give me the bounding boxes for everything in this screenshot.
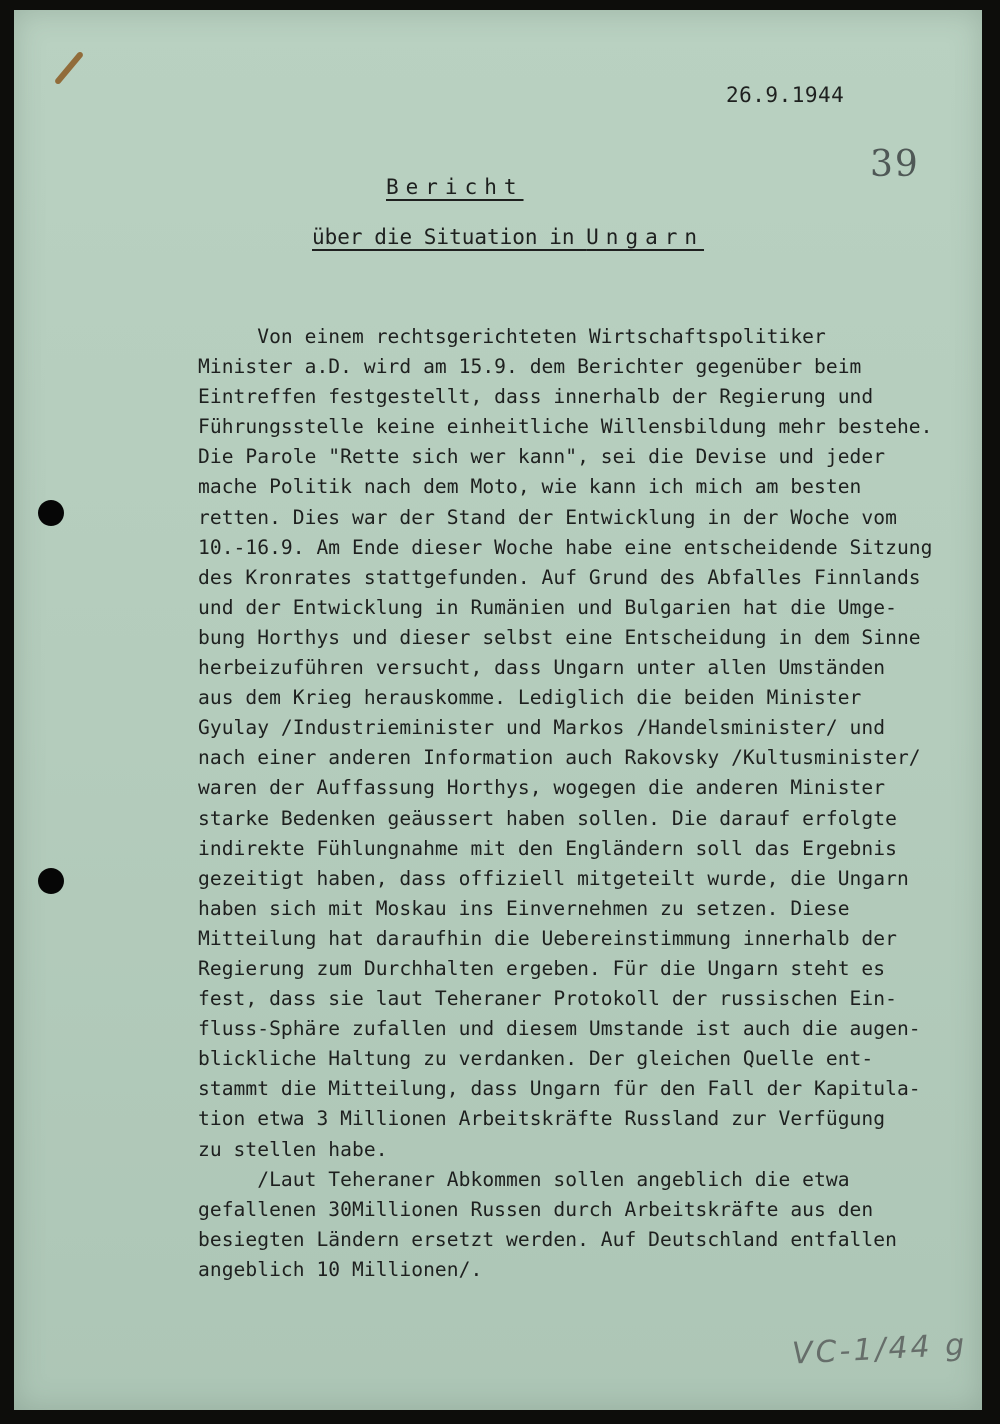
body-line: zu stellen habe. xyxy=(198,1137,388,1161)
body-line: Die Parole "Rette sich wer kann", sei die Devise und jeder xyxy=(198,445,886,469)
body-line: Minister a.D. wird am 15.9. dem Berichter gegenüber beim xyxy=(198,355,862,379)
body-line: bung Horthys und dieser selbst eine Entscheidung in dem Sinne xyxy=(198,625,921,649)
punch-hole-bottom xyxy=(38,868,64,894)
body-line: Regierung zum Durchhalten ergeben. Für die Ungarn steht es xyxy=(198,956,886,980)
body-line: fluss-Sphäre zufallen und diesem Umstande ist auch die augen- xyxy=(198,1017,921,1041)
body-line: des Kronrates stattgefunden. Auf Grund des Abfalles Finnlands xyxy=(198,565,921,589)
body-line: nach einer anderen Information auch Rakovsky /Kultusminister/ xyxy=(198,746,921,770)
body-line: stammt die Mitteilung, dass Ungarn für den Fall der Kapitula- xyxy=(198,1077,921,1101)
document-page xyxy=(14,10,982,1410)
subtitle-country: Ungarn xyxy=(586,225,705,249)
body-line: fest, dass sie laut Teheraner Protokoll der russischen Ein- xyxy=(198,987,897,1011)
body-line: retten. Dies war der Stand der Entwicklung in der Woche vom xyxy=(198,505,897,529)
body-line: herbeizuführen versucht, dass Ungarn unter allen Umständen xyxy=(198,656,886,680)
document-date: 26.9.1944 xyxy=(726,83,845,107)
body-line: blickliche Haltung zu verdanken. Der gleichen Quelle ent- xyxy=(198,1047,874,1071)
body-line: Eintreffen festgestellt, dass innerhalb der Regierung und xyxy=(198,385,874,409)
document-title: Bericht xyxy=(386,175,524,199)
body-line: angeblich 10 Millionen/. xyxy=(198,1257,483,1281)
body-line: gezeitigt haben, dass offiziell mitgeteilt wurde, die Ungarn xyxy=(198,866,909,890)
body-line: Mitteilung hat daraufhin die Uebereinstimmung innerhalb der xyxy=(198,926,897,950)
body-line: tion etwa 3 Millionen Arbeitskräfte Russland zur Verfügung xyxy=(198,1107,886,1131)
body-line: indirekte Fühlungnahme mit den Engländern soll das Ergebnis xyxy=(198,836,897,860)
report-body xyxy=(198,322,978,1285)
body-line: waren der Auffassung Horthys, wogegen die anderen Minister xyxy=(198,776,886,800)
body-line: mache Politik nach dem Moto, wie kann ich mich am besten xyxy=(198,475,862,499)
document-subtitle xyxy=(312,225,704,249)
body-line: haben sich mit Moskau ins Einvernehmen zu setzen. Diese xyxy=(198,896,850,920)
body-line: Von einem rechtsgerichteten Wirtschaftspolitiker xyxy=(198,325,826,348)
page-number-stamp: 39 xyxy=(870,144,920,185)
body-line: und der Entwicklung in Rumänien und Bulgarien hat die Umge- xyxy=(198,595,897,619)
pencil-mark-icon xyxy=(54,51,84,85)
subtitle-prefix: über die Situation in xyxy=(312,225,587,249)
punch-hole-top xyxy=(38,500,64,526)
body-line: aus dem Krieg herauskomme. Lediglich die beiden Minister xyxy=(198,686,862,710)
body-line: gefallenen 30Millionen Russen durch Arbeitskräfte aus den xyxy=(198,1197,874,1221)
body-line: /Laut Teheraner Abkommen sollen angeblich die etwa xyxy=(198,1167,850,1191)
body-line: Gyulay /Industrieminister und Markos /Handelsminister/ und xyxy=(198,716,886,740)
body-line: 10.-16.9. Am Ende dieser Woche habe eine entscheidende Sitzung xyxy=(198,535,933,559)
body-line: Führungsstelle keine einheitliche Willensbildung mehr bestehe. xyxy=(198,415,933,439)
archive-reference-mark: VC-1/44 g xyxy=(791,1327,969,1372)
body-line: besiegten Ländern ersetzt werden. Auf Deutschland entfallen xyxy=(198,1227,897,1251)
body-line: starke Bedenken geäussert haben sollen. Die darauf erfolgte xyxy=(198,806,897,830)
